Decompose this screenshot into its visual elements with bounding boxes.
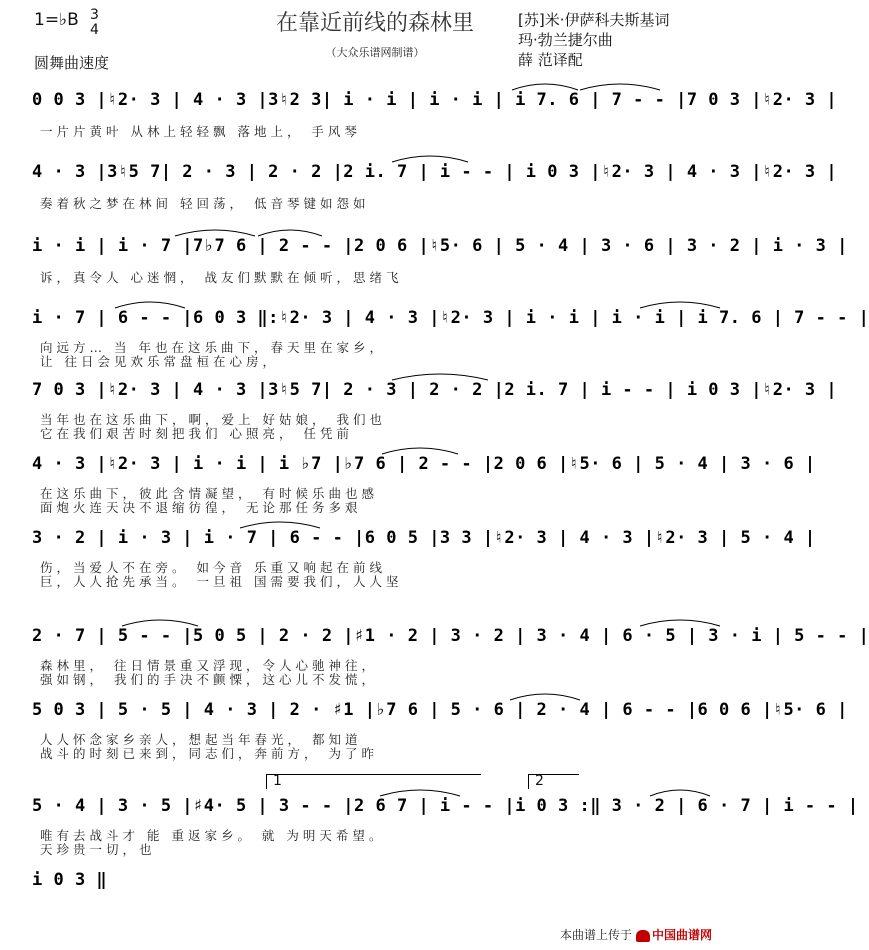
lyric-line: 一片片黄叶 从林上轻轻飘 落地上， 手风琴	[40, 124, 361, 139]
tie-arc	[392, 374, 488, 380]
footer-prefix: 本曲谱上传于	[560, 928, 633, 942]
tie-arc	[240, 522, 320, 528]
volta-label: 1	[273, 773, 282, 789]
time-signature-bottom: 4	[90, 22, 99, 38]
lyric-line: 在这乐曲下，彼此含情凝望， 有时候乐曲也感	[40, 486, 378, 501]
tie-arc	[392, 156, 468, 162]
composer-credit: 玛·勃兰捷尔曲	[518, 31, 613, 49]
lyric-line: 人人怀念家乡亲人，想起当年春光， 都知道	[40, 732, 362, 747]
tie-arc	[512, 84, 578, 90]
lyric-line: 面炮火连天决不退缩彷徨， 无论那任务多艰	[40, 500, 362, 515]
lyric-line: 让 往日会见欢乐常盘桓在心房，	[40, 354, 279, 369]
lyric-line: 向远方… 当 年也在这乐曲下，春天里在家乡，	[40, 340, 386, 355]
notation-row: i · 7 | 6 - - |6 0 3 ‖:♮2· 3 | 4 · 3 |♮2· 3 | i · i | i · i | i 7. 6 | 7 - - |	[32, 308, 869, 328]
tie-arc	[122, 620, 198, 626]
notation-row: 2 · 7 | 5 - - |5 0 5 | 2 · 2 |♯1 · 2 | 3 · 2 | 3 · 4 | 6 · 5 | 3 · i | 5 - - |	[32, 626, 869, 646]
lyric-line: 唯有去战斗才 能 重返家乡。 就 为明天希望。	[40, 828, 386, 843]
translator-credit: 薛 范译配	[518, 51, 583, 69]
tie-arc	[115, 302, 185, 308]
tie-arc	[640, 302, 720, 308]
volta-label: 2	[535, 773, 544, 789]
lyric-line: 战斗的时刻已来到，同志们，奔前方， 为了昨	[40, 746, 378, 761]
lyric-line: 伤，当爱人不在旁。 如今音 乐重又响起在前线	[40, 560, 386, 575]
tie-arc	[380, 790, 460, 796]
song-title: 在靠近前线的森林里	[275, 11, 474, 36]
tie-arc	[640, 620, 720, 626]
notation-row: 0 0 3 |♮2· 3 | 4 · 3 |3♮2 3| i · i | i · i | i 7. 6 | 7 - - |7 0 3 |♮2· 3 |	[32, 90, 838, 110]
lyric-line: 它在我们艰苦时刻把我们 心照亮， 任凭前	[40, 426, 353, 441]
tie-arc	[382, 448, 458, 454]
lyric-line: 奏着秋之梦在林间 轻回荡， 低音琴键如怨如	[40, 196, 370, 211]
notation-row: i · i | i · 7 |7♭7 6 | 2 - - |2 0 6 |♮5· 6 | 5 · 4 | 3 · 6 | 3 · 2 | i · 3 |	[32, 236, 848, 256]
lyricist-credit: [苏]米·伊萨科夫斯基词	[518, 11, 670, 29]
notation-row: 5 · 4 | 3 · 5 |♯4· 5 | 3 - - |2 6 7 | i - - |i 0 3 :‖ 3 · 2 | 6 · 7 | i - - |	[32, 796, 859, 816]
tie-arc	[175, 230, 255, 236]
lyric-line: 强如钢， 我们的手决不颤慄，这心儿不发慌，	[40, 672, 378, 687]
notation-row: 4 · 3 |3♮5 7| 2 · 3 | 2 · 2 |2 i. 7 | i - - | i 0 3 |♮2· 3 | 4 · 3 |♮2· 3 |	[32, 162, 838, 182]
tie-arc	[650, 790, 710, 796]
tie-arc	[580, 84, 660, 90]
tie-arc	[510, 694, 580, 700]
footer	[560, 926, 712, 943]
notation-row: 3 · 2 | i · 3 | i · 7 | 6 - - |6 0 5 |3 3 |♮2· 3 | 4 · 3 |♮2· 3 | 5 · 4 |	[32, 528, 816, 548]
time-signature-top: 3	[90, 7, 99, 23]
tie-arc	[258, 230, 322, 236]
lyric-line: 当年也在这乐曲下，啊，爱上 好姑娘， 我们也	[40, 412, 386, 427]
notation-row: 4 · 3 |♮2· 3 | i · i | i ♭7 |♭7 6 | 2 - - |2 0 6 |♮5· 6 | 5 · 4 | 3 · 6 |	[32, 454, 816, 474]
site-logo-icon	[636, 930, 650, 942]
key-signature: 1=♭B	[34, 10, 79, 30]
tempo-marking: 圆舞曲速度	[34, 54, 110, 72]
footer-site-link[interactable]: 中国曲谱网	[652, 928, 713, 942]
notation-row: 7 0 3 |♮2· 3 | 4 · 3 |3♮5 7| 2 · 3 | 2 · 2 |2 i. 7 | i - - | i 0 3 |♮2· 3 |	[32, 380, 838, 400]
lyric-line: 诉，真令人 心迷惘， 战友们默默在倾听，思绪飞	[40, 270, 403, 285]
notation-row: 5 0 3 | 5 · 5 | 4 · 3 | 2 · ♯1 |♭7 6 | 5 · 6 | 2 · 4 | 6 - - |6 0 6 |♮5· 6 |	[32, 700, 848, 720]
lyric-line: 巨，人人抢先承当。 一旦祖 国需要我们，人人坚	[40, 574, 403, 589]
notation-row: i 0 3 ‖	[32, 870, 108, 890]
source-note: （大众乐谱网制谱）	[325, 46, 425, 59]
lyric-line: 天珍贵一切，也	[40, 842, 156, 857]
lyric-line: 森林里， 往日情景重又浮现，令人心驰神往，	[40, 658, 378, 673]
